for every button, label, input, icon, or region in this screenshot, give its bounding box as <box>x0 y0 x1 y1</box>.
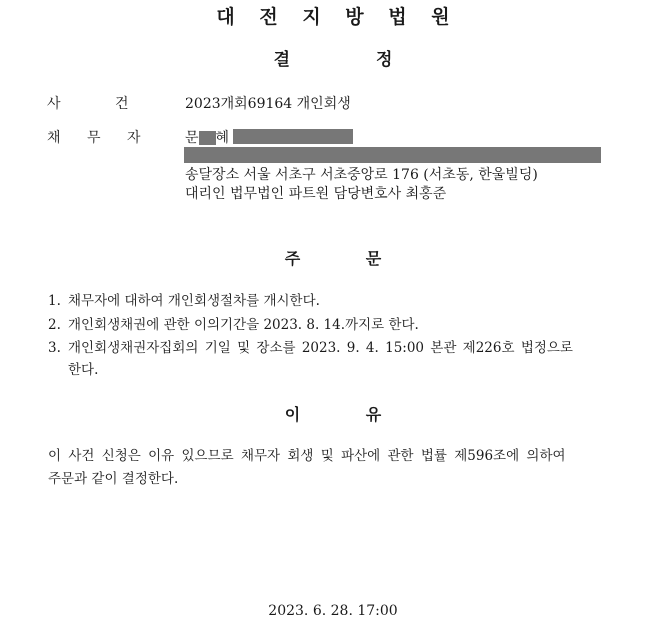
order-item-text: 채무자에 대하여 개인회생절차를 개시한다. <box>68 293 320 309</box>
reason-text-line: 주문과 같이 결정한다. <box>48 471 179 487</box>
reason-title: 이 유 <box>284 405 382 424</box>
redaction-block <box>199 131 216 145</box>
order-title: 주 문 <box>284 249 382 268</box>
order-item-number: 3. <box>48 340 61 356</box>
order-item-number: 1. <box>48 293 61 309</box>
service-address: 송달장소 서울 서초구 서초중앙로 176 (서초동, 한울빌딩) <box>185 167 538 183</box>
decision-datetime: 2023. 6. 28. 17:00 <box>268 603 398 619</box>
document-type-title: 결 정 <box>273 50 393 70</box>
debtor-label: 채 무 자 <box>47 130 141 146</box>
debtor-name-first: 문 <box>185 130 199 146</box>
reason-text-line: 이 사건 신청은 이유 있으므로 채무자 회생 및 파산에 관한 법률 제596조에 의하여 <box>48 448 566 464</box>
redaction-block <box>233 129 353 144</box>
order-item-continuation: 한다. <box>68 362 99 378</box>
order-item-number: 2. <box>48 317 61 333</box>
order-item-text: 개인회생채권에 관한 이의기간을 2023. 8. 14.까지로 한다. <box>68 317 419 333</box>
debtor-name <box>185 127 229 147</box>
debtor-name-last: 혜 <box>215 130 230 146</box>
redaction-block <box>184 147 601 163</box>
case-label: 사 건 <box>47 96 129 112</box>
case-number: 2023개회69164 개인회생 <box>185 96 351 112</box>
order-item <box>48 336 573 356</box>
court-name: 대 전 지 방 법 원 <box>216 6 450 28</box>
order-item <box>48 313 419 333</box>
legal-agent: 대리인 법무법인 파트원 담당변호사 최홍준 <box>185 186 447 202</box>
order-item-text: 개인회생채권자집회의 기일 및 장소를 2023. 9. 4. 15:00 본관 제226호 법정으로 <box>68 340 573 356</box>
order-item <box>48 289 320 309</box>
